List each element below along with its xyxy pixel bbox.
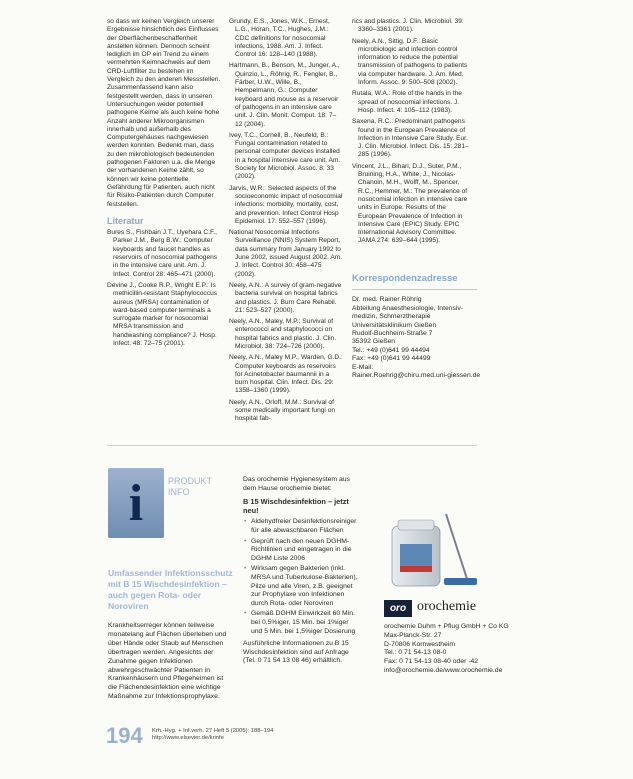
- info-icon-letter: i: [128, 475, 144, 532]
- feature-list: [243, 518, 361, 636]
- reference-item: Rutala, W.A.: Role of the hands in the spread of nosocomial infections. J. Hosp. Infect. 4: 105–112 (1983).: [352, 90, 462, 114]
- bucket-lid: [398, 520, 434, 530]
- text-column-1: [107, 18, 222, 351]
- body-paragraph: so dass wir keinen Vergleich unserer Ergebnisse hinsichtlich des Einflusses der Oberflächenbeschaffenheit anstellen können. Dennoch scheint lediglich im OP ein Trend zu einem vermehrten Keimnachweis auf dem CRD-Luftfilter zu bestehen im Vergleich zu den anderen Messstellen. Zusammenfassend kann also festgestellt werden, dass in unseren Untersuchungen weder potentiell pathogene Keime als auch keine hohe Anzahl anderer Mikroorganismen innerhalb und außerhalb des Computergehäuses nachgewiesen werden konnten. Bedenkt man, dass zu den mikrobiologisch bedeutenden pathogenen Faktoren u.a. die Menge der vorhandenen Keime zählt, so können wir keine potentielle Gefährdung für Patienten, auch nicht für Risiko-Patienten durch Computer feststellen.: [107, 18, 221, 208]
- reference-item: Ivey, T.C., Cornell, B., Neufeld, B.: Fungal contamination related to personal computer devices installed in a hospital intensive care unit. Am. Society for Microbiol. Assoc. 8: 33 (2002).: [229, 131, 341, 181]
- address-line: Fax: +49 (0)641 99 44499: [352, 355, 431, 363]
- product-body: Krankheitserreger können teilweise monatelang auf Flächen überleben und über Hände oder Staub auf Menschen übertragen werden. Angesichts der Zunahme gegen Infektionen abwehrgeschwächter Patienten in Krankenhäusern und Pflegeheimen ist die Flächendesinfektion eine wichtige Maßnahme zur Infektionsprophylaxe.: [108, 622, 227, 701]
- text-column-2: [229, 18, 343, 427]
- product-headline: Umfassender Infektionsschutz mit B 15 Wischdesinfektion – auch gegen Rota- oder Noroviren: [108, 568, 233, 611]
- feature-item: • Aldehydfreier Desinfektionsreiniger für alle abwaschbaren Flächen: [251, 518, 361, 535]
- reference-item: Saxena, R.C.: Predominant pathogens found in the European Prevalence of Infection in Intensive Care Study. Eur. J. Clin. Microbiol. Infect. Dis. 15: 281–285 (1996).: [352, 118, 469, 159]
- mop-handle: [446, 514, 468, 582]
- journal-footer: [152, 728, 273, 743]
- product-subhead: B 15 Wischdesinfektion – jetzt neu!: [243, 497, 349, 515]
- address-line: Abteilung Anaesthesiologie, Intensiv-: [352, 304, 464, 312]
- reference-item: Bures S., Fishbain J.T., Uyehara C.F., Parker J.M., Berg B.W.: Computer keyboards and faucet handles as reservoirs of nosocomial pathogens in the intensive care unit. Am. J. Infect. Control 28: 465–471 (2000).: [107, 229, 218, 278]
- literature-heading: Literatur: [107, 215, 144, 226]
- feature-item: • Gemäß DGHM Einwirkzeit 60 Min. bei 0,5%iger, 15 Min. bei 1%iger und 5 Min. bei 1,5%iger Dosierung: [251, 610, 361, 636]
- section-divider: [107, 445, 477, 446]
- journal-url[interactable]: http://www.elsevier.de/krinfe: [152, 735, 224, 742]
- correspondence-address: [352, 273, 481, 380]
- contact-line: Tel.: 0 71 54-13 08-0: [384, 649, 447, 657]
- contact-link[interactable]: info@orochemie.de/www.orochemie.de: [384, 666, 503, 674]
- email-link[interactable]: Rainer.Roehrig@chiru.med.uni-giessen.de: [352, 372, 481, 380]
- reference-list: [107, 229, 222, 348]
- address-line: E-Mail:: [352, 363, 374, 371]
- contact-line: D-70806 Kornwestheim: [384, 640, 456, 648]
- bucket-label-stripe: [400, 566, 432, 572]
- feature-item: • Wirksam gegen Bakterien (inkl. MRSA und Tuberkulose-Bakterien), Pilze und alle Viren, z.B. geeignet zur Prophylaxe von Infektionen durch Rota- oder Noroviren: [251, 565, 361, 608]
- divider: [352, 289, 477, 290]
- info-icon: [108, 468, 164, 538]
- reference-item: Neely, A.N., Orloff, M.M.: Survival of some medically important fungi on hospital fab-: [229, 398, 336, 423]
- address-line: Tel.: +49 (0)641 99 44494: [352, 346, 430, 354]
- label-line: INFO: [168, 487, 190, 497]
- address-lines: [352, 296, 481, 380]
- product-photo: [386, 486, 479, 592]
- contact-line: Max-Planck-Str. 27: [384, 631, 442, 639]
- mop-head: [444, 578, 477, 585]
- label-line: PRODUKT: [168, 476, 213, 486]
- brand-logo-mark: oro: [384, 600, 412, 617]
- address-heading: Korrespondenzadresse: [352, 273, 458, 284]
- reference-item: Jarvis, W.R.: Selected aspects of the socioeconomic impact of nosocomial infections: morbidity, mortality, cost, and prevention. Infect Control Hosp Epidemiol. 17: 552–557 (1996).: [229, 184, 343, 225]
- address-line: medizin, Schmerztherapie: [352, 313, 431, 321]
- address-line: Dr. med. Rainer Röhrig: [352, 296, 422, 304]
- contact-line: Fax: 0 71 54-13 08-40 oder -42: [384, 658, 479, 666]
- feature-item: • Geprüft nach den neuen DGHM-Richtlinien und eingetragen in die DGHM Liste 2006: [251, 538, 361, 564]
- reference-item: Neely, A.N., Maley M.P., Warden, G.D.: Computer keyboards as reservoirs for Acinetobacter baumannii in a burn hospital. Clin. Infect. Dis. 29: 1358–1360 (1999).: [229, 354, 343, 395]
- contact-line: orochemie Duhm + Pflug GmbH + Co KG: [384, 623, 509, 630]
- reference-item: rics and plastics. J. Clin. Microbiol. 39: 3360–3361 (2001).: [352, 18, 464, 34]
- reference-item: National Nosocomial Infections Surveillance (NNIS) System Report, data summary from January 1992 to June 2002, issued August 2002. Am. J. Infect. Control 30: 458–475 (2002).: [229, 229, 343, 278]
- reference-item: Neely, A.N.: A survey of gram-negative bacteria survival on hospital fabrics and plastics. J. Burn Care Rehabil. 21: 523–527 (2000).: [229, 281, 342, 314]
- reference-item: Neely, A.N., Maley, M.P.: Survival of enterococci and staphylococci on hospital fabrics and plastic. J. Clin. Microbiol. 38: 724–726 (2000).: [229, 318, 337, 350]
- address-line: 35392 Gießen: [352, 338, 396, 346]
- reference-item: Hartmann, B., Benson, M., Junger, A., Quinzio, L., Röhrig, R., Fengler, B., Färber, U.W., Wille, B., Hempelmann, G.: Computer keyboard and mouse as a reservoir of pathogens in an intensive care unit. J. Clin. Monit. Comput. 18: 7–12 (2004).: [229, 62, 340, 128]
- reference-item: Vincent, J.L., Bihari, D.J., Suter, P.M., Bruining, H.A., White, J., Nicolas-Chanoin, M.H., Wolff, M., Spencer, R.C., Hemmer, M.: The prevalence of nosocomial infection in intensive care units in Europe. Results of the European Prevalence of Infection in Intensive Care (EPIC) Study. EPIC International Advisory Committee. JAMA 274: 639–644 (1995).: [352, 162, 468, 245]
- company-contact: [384, 623, 509, 676]
- address-line: Universitätsklinikum Gießen: [352, 321, 437, 329]
- product-outro: Ausführliche Informationen zu B 15 Wischdesinfektion sind auf Anfrage (Tel. 0 71 54 13 08 46) erhältlich.: [243, 640, 349, 665]
- product-intro: Das orochemie Hygienesystem aus dem Hause orochemie bietet:: [243, 476, 350, 492]
- address-line: Rudolf-Buchheim-Straße 7: [352, 330, 433, 338]
- text-column-3: [352, 18, 474, 249]
- bucket-label: [400, 544, 432, 566]
- page-number: 194: [106, 723, 143, 748]
- product-details: [243, 476, 361, 666]
- journal-citation: Krh.-Hyg. + Inf.verh. 27 Heft 5 (2005): 188–194: [152, 728, 274, 734]
- reference-item: Neely, A.N., Sittig, D.F.: Basic microbiologic and infection control information to reduce the potential transmission of pathogens to patients via computer hardware. J. Am. Med. Inform. Assoc. 9: 500–508 (2002).: [352, 37, 468, 87]
- reference-item: Grundy, E.S., Jones, W.K., Ernest, L.G., Horan, T.C., Hughes, J.M.: CDC definitions for nosocomial infections, 1988. Am. J. Infect. Control 16: 128–140 (1988).: [229, 18, 330, 59]
- produkt-info-label: [168, 476, 212, 498]
- brand-name: orochemie: [417, 599, 477, 614]
- reference-item: Devine J., Cooke R.P., Wright E.P.: Is methicillin-resistant Staphylococcus aureus (MRSA) contamination of ward-based computer terminals a surrogate marker for nosocomial MRSA transmission and handwashing compliance? J. Hosp. Infect. 48: 72–75 (2001).: [107, 281, 218, 347]
